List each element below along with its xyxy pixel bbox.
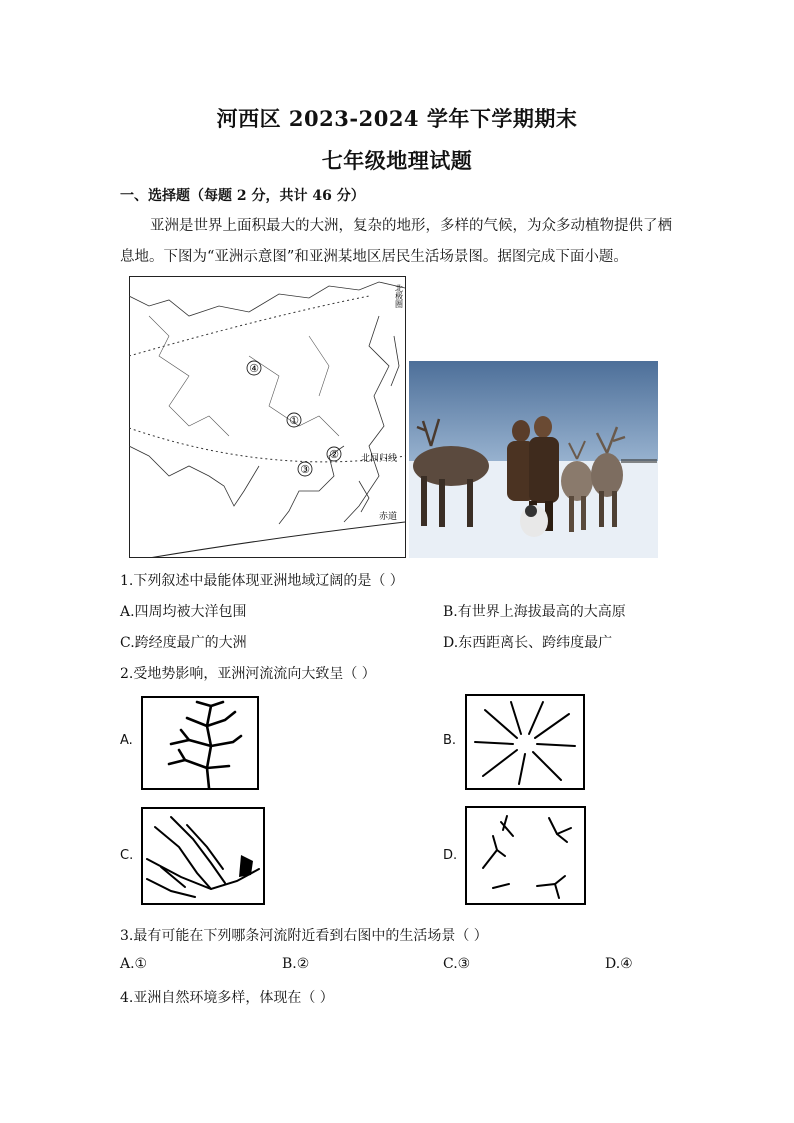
question-3-option-d: D.④ xyxy=(605,956,633,972)
question-1-stem: 1.下列叙述中最能体现亚洲地域辽阔的是（ ） xyxy=(120,573,404,589)
map-marker-4: ④ xyxy=(249,362,259,375)
question-3-option-a: A.① xyxy=(120,956,148,972)
river-pattern-c-image xyxy=(141,807,265,905)
question-1-option-d: D.东西距离长、跨纬度最广 xyxy=(443,635,613,651)
question-3-option-c: C.③ xyxy=(443,956,471,972)
question-1-option-a: A.四周均被大洋包围 xyxy=(120,604,247,620)
asia-map xyxy=(129,276,406,558)
river-pattern-b-image xyxy=(465,694,585,790)
tropic-label: 北回归线 xyxy=(361,454,398,464)
intro-paragraph: 亚洲是世界上面积最大的大洲，复杂的地形，多样的气候，为众多动植物提供了栖息地。下图为“亚洲示意图”和亚洲某地区居民生活场景图。据图完成下面小题。 xyxy=(120,218,672,265)
river-pattern-d-image xyxy=(465,806,586,905)
question-4-stem: 4.亚洲自然环境多样，体现在（ ） xyxy=(120,990,334,1006)
arctic-circle-label: 北极圈 xyxy=(394,284,404,308)
question-2-stem: 2.受地势影响，亚洲河流流向大致呈（ ） xyxy=(120,666,376,682)
question-2-option-b-label: B. xyxy=(443,733,457,748)
question-3-option-b: B.② xyxy=(282,956,310,972)
exam-title-line1: 河西区 2023-2024 学年下学期期末 xyxy=(216,106,578,131)
question-3-stem: 3.最有可能在下列哪条河流附近看到右图中的生活场景（ ） xyxy=(120,928,488,944)
question-2-option-a-label: A. xyxy=(120,733,133,748)
map-marker-2: ② xyxy=(329,448,339,461)
river-pattern-a-image xyxy=(141,696,259,790)
question-1-option-b: B.有世界上海拔最高的大高原 xyxy=(443,604,626,620)
map-marker-1: ① xyxy=(289,414,299,427)
question-2-option-d-label: D. xyxy=(443,848,458,863)
map-marker-3: ③ xyxy=(300,463,310,476)
equator-label: 赤道 xyxy=(379,512,398,522)
exam-title-line2: 七年级地理试题 xyxy=(321,148,473,173)
question-2-option-c-label: C. xyxy=(120,848,134,863)
section-heading: 一、选择题（每题 2 分，共计 46 分） xyxy=(120,188,365,204)
reindeer-herders-photo xyxy=(409,361,658,558)
question-1-option-c: C.跨经度最广的大洲 xyxy=(120,635,247,651)
